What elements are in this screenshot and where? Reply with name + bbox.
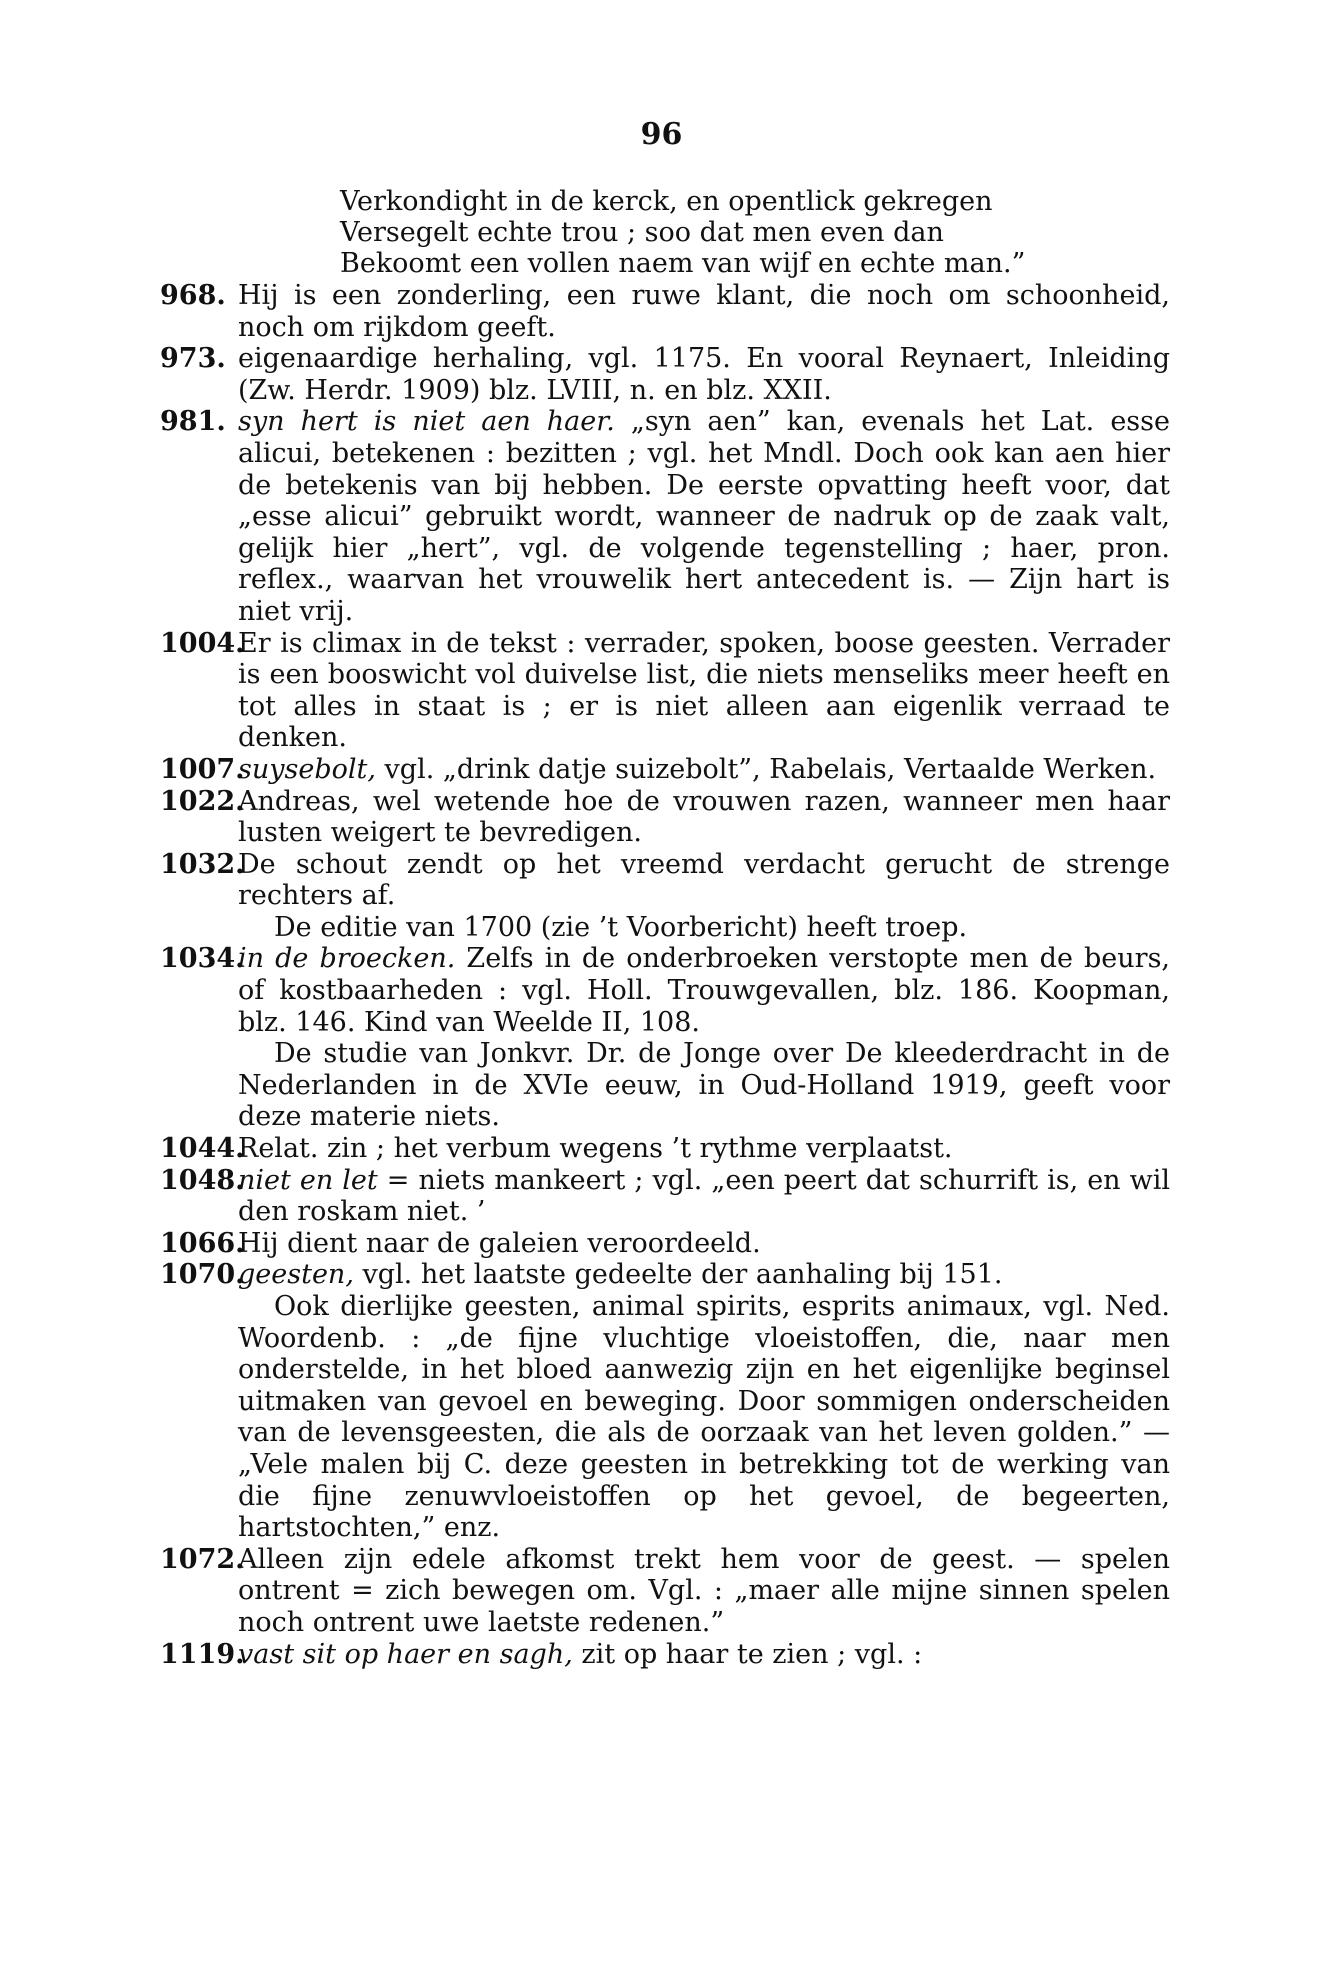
- note-text: Hij is een zonderling, een ruwe klant, die noch om schoonheid, noch om rijkdom geeft.: [238, 280, 1170, 343]
- note-paragraph: De studie van Jonkvr. Dr. de Jonge over De kleederdracht in de Nederlanden in de XVIe eeuw, in Oud-Holland 1919, geeft voor deze materie niets.: [238, 1038, 1170, 1133]
- note-text: eigenaardige herhaling, vgl. 1175. En vooral Reynaert, Inleiding (Zw. Herdr. 1909) blz. LVIII, n. en blz. XXII.: [238, 343, 1170, 406]
- note-body: [238, 1259, 1170, 1291]
- note-body: [238, 943, 1170, 1038]
- note-number: 1070.: [160, 1259, 245, 1291]
- note-1119: [160, 1639, 1170, 1671]
- note-968: [160, 280, 1170, 343]
- note-1022: [160, 786, 1170, 849]
- note-number: 1034.: [160, 943, 245, 975]
- note-number: 1072.: [160, 1543, 245, 1575]
- note-text: Hij dient naar de galeien veroordeeld.: [238, 1227, 761, 1259]
- note-1048: [160, 1165, 1170, 1228]
- note-text: Er is climax in de tekst : verrader, spoken, boose geesten. Verrader is een booswicht vol duivelse list, die niets menseliks meer heeft en tot alles in staat is ; er is niet alleen aan eigenlik verraad te denken.: [238, 627, 1170, 754]
- note-text: vgl. „drink datje suizebolt”, Rabelais, Vertaalde Werken.: [375, 753, 1157, 785]
- note-body: [238, 406, 1170, 627]
- note-text: Zelfs in de onderbroeken verstopte men de beurs, of kostbaarheden : vgl. Holl. Trouwgevallen, blz. 186. Koopman, blz. 146. Kind van Weelde II, 108.: [238, 943, 1171, 1038]
- poem-line: Versegelt echte trou ; soo dat men even dan: [340, 217, 944, 248]
- note-1044: [160, 1133, 1170, 1165]
- note-1070: [160, 1259, 1170, 1543]
- note-1066: [160, 1228, 1170, 1260]
- note-body: [238, 754, 1170, 786]
- note-1032: [160, 849, 1170, 944]
- note-lemma: geesten,: [238, 1259, 354, 1291]
- note-1007: [160, 754, 1170, 786]
- note-1072: [160, 1544, 1170, 1639]
- note-number: 1004.: [160, 627, 245, 659]
- note-1004: [160, 628, 1170, 754]
- note-body: [238, 1639, 1170, 1671]
- note-lemma: suysebolt,: [238, 753, 376, 785]
- poem-quote: [340, 186, 1025, 279]
- note-text: Andreas, wel wetende hoe de vrouwen razen, wanneer men haar lusten weigert te bevredigen.: [238, 785, 1170, 849]
- note-text: Relat. zin ; het verbum wegens ’t rythme verplaatst.: [238, 1133, 953, 1165]
- note-1034: [160, 943, 1170, 1133]
- note-number: 1119.: [160, 1638, 245, 1670]
- note-number: 1032.: [160, 848, 245, 880]
- note-number: 1066.: [160, 1227, 245, 1259]
- poem-line: Bekoomt een vollen naem van wijf en echte man.”: [340, 248, 1026, 279]
- note-number: 1044.: [160, 1133, 245, 1165]
- note-number: 1048.: [160, 1164, 245, 1196]
- note-lemma: syn hert is niet aen haer.: [238, 406, 615, 438]
- note-text: vgl. het laatste gedeelte der aanhaling bij 151.: [353, 1259, 1003, 1291]
- notes-list: [160, 280, 1170, 1670]
- poem-line: Verkondight in de kerck, en opentlick gekregen: [340, 186, 993, 217]
- note-number: 1007.: [160, 753, 245, 785]
- note-text: De schout zendt op het vreemd verdacht gerucht de strenge rechters af.: [238, 848, 1170, 912]
- note-number: 981.: [160, 406, 226, 438]
- note-lemma: niet en let: [238, 1164, 378, 1196]
- note-973: [160, 343, 1170, 406]
- note-text: Alleen zijn edele afkomst trekt hem voor de geest. — spelen ontrent = zich bewegen om. Vgl. : „maer alle mijne sinnen spelen noch ontrent uwe laetste redenen.”: [238, 1543, 1170, 1638]
- note-number: 968.: [160, 280, 226, 311]
- note-text: zit op haar te zien ; vgl. :: [572, 1638, 923, 1670]
- note-text: „syn aen” kan, evenals het Lat. esse alicui, betekenen : bezitten ; vgl. het Mndl. Doch ook kan aen hier de betekenis van bij hebben. De eerste opvatting heeft voor, dat „esse alicui” gebruikt wordt, wanneer de nadruk op de zaak valt, gelijk hier „hert”, vgl. de volgende tegenstelling ; haer, pron. reflex., waarvan het vrouwelik hert antecedent is. — Zijn hart is niet vrij.: [238, 406, 1170, 627]
- note-lemma: in de broecken.: [238, 943, 456, 975]
- page-number: 96: [640, 117, 683, 152]
- note-paragraph: Ook dierlijke geesten, animal spirits, esprits animaux, vgl. Ned. Woordenb. : „de fijne vluchtige vloeistoffen, die, naar men onderstelde, in het bloed aanwezig zijn en het eigenlijke beginsel uitmaken van gevoel en beweging. Door sommigen onderscheiden van de levensgeesten, die als de oorzaak van het leven golden.” — „Vele malen bij C. deze geesten in betrekking tot de werking van die fijne zenuwvloeistoffen op het gevoel, de begeerten, hartstochten,” enz.: [238, 1291, 1170, 1544]
- note-body: [238, 1165, 1170, 1228]
- note-981: [160, 406, 1170, 627]
- note-paragraph: De editie van 1700 (zie ’t Voorbericht) heeft troep.: [274, 911, 968, 943]
- note-lemma: vast sit op haer en sagh,: [238, 1638, 573, 1670]
- note-number: 973.: [160, 343, 226, 375]
- note-number: 1022.: [160, 785, 245, 817]
- note-text: = niets mankeert ; vgl. „een peert dat schurrift is, en wil den roskam niet. ’: [238, 1164, 1170, 1228]
